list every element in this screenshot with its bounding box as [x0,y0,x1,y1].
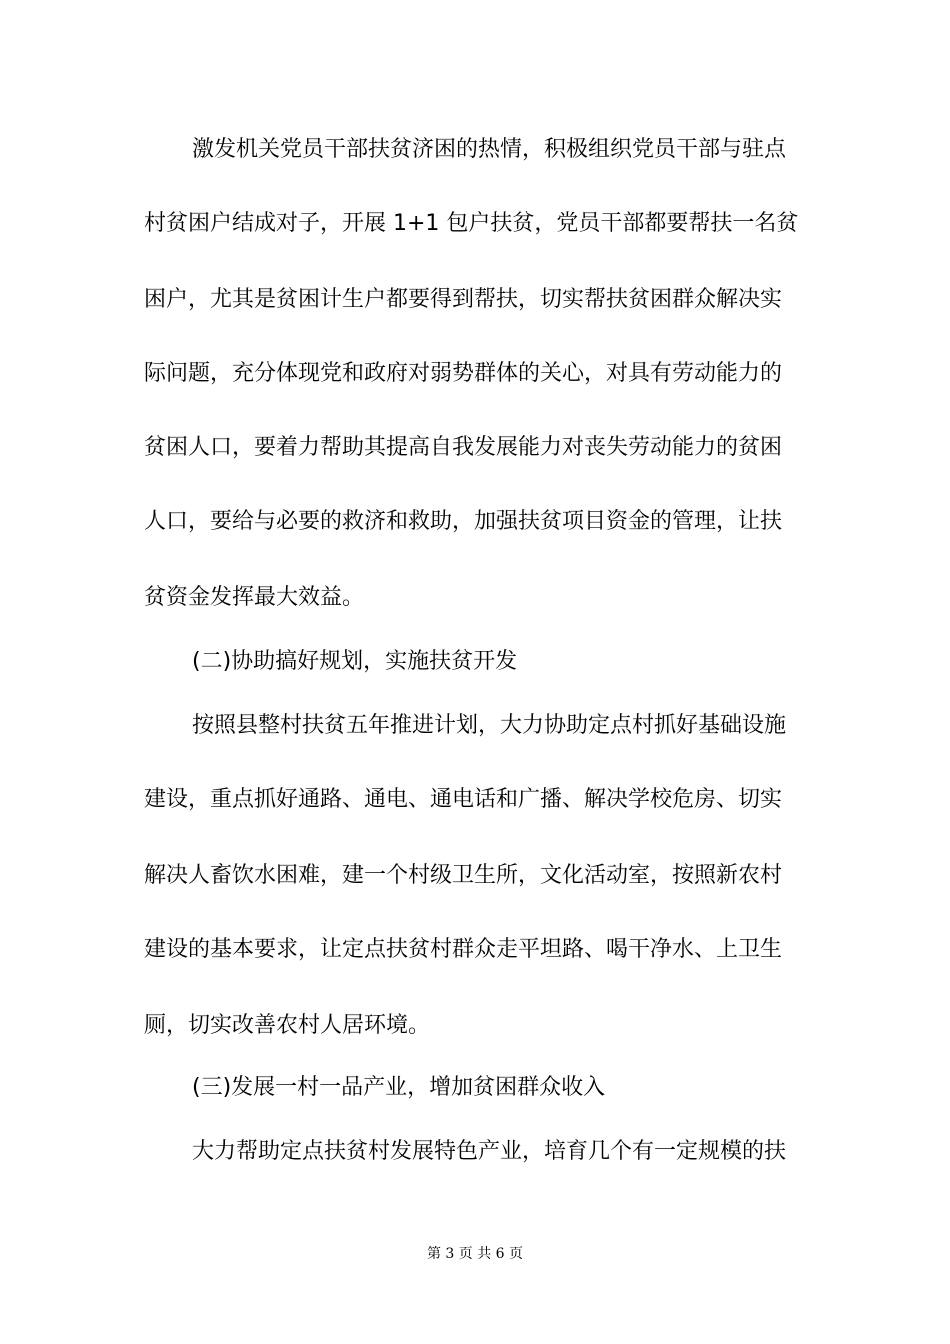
paragraph-line: 贫困人口，要着力帮助其提高自我发展能力对丧失劳动能力的贫困 [144,435,783,460]
paragraph-line: 建设，重点抓好通路、通电、通电话和广播、解决学校危房、切实 [144,787,783,812]
paragraph-line: 解决人畜饮水困难，建一个村级卫生所，文化活动室，按照新农村 [144,863,783,888]
paragraph-line: 人口，要给与必要的救济和救助，加强扶贫项目资金的管理，让扶 [144,509,783,534]
section-heading: (三)发展一村一品产业，增加贫困群众收入 [192,1075,606,1100]
paragraph-line: 村贫困户结成对子，开展 1+1 包户扶贫，党员干部都要帮扶一名贫 [144,211,799,236]
paragraph-line: 厕，切实改善农村人居环境。 [144,1013,431,1038]
paragraph-line: 贫资金发挥最大效益。 [144,585,365,610]
paragraph-line: 际问题，充分体现党和政府对弱势群体的关心，对具有劳动能力的 [144,361,783,386]
paragraph-line: 建设的基本要求，让定点扶贫村群众走平坦路、喝干净水、上卫生 [144,937,783,962]
paragraph-line: 困户，尤其是贫困计生户都要得到帮扶，切实帮扶贫困群众解决实 [144,287,783,312]
paragraph-line: 按照县整村扶贫五年推进计划，大力协助定点村抓好基础设施 [192,713,787,738]
section-heading: (二)协助搞好规划，实施扶贫开发 [192,649,518,674]
page-number-footer: 第 3 页 共 6 页 [426,1246,524,1262]
paragraph-line: 激发机关党员干部扶贫济困的热情，积极组织党员干部与驻点 [192,137,787,162]
paragraph-line: 大力帮助定点扶贫村发展特色产业，培育几个有一定规模的扶 [192,1139,787,1164]
